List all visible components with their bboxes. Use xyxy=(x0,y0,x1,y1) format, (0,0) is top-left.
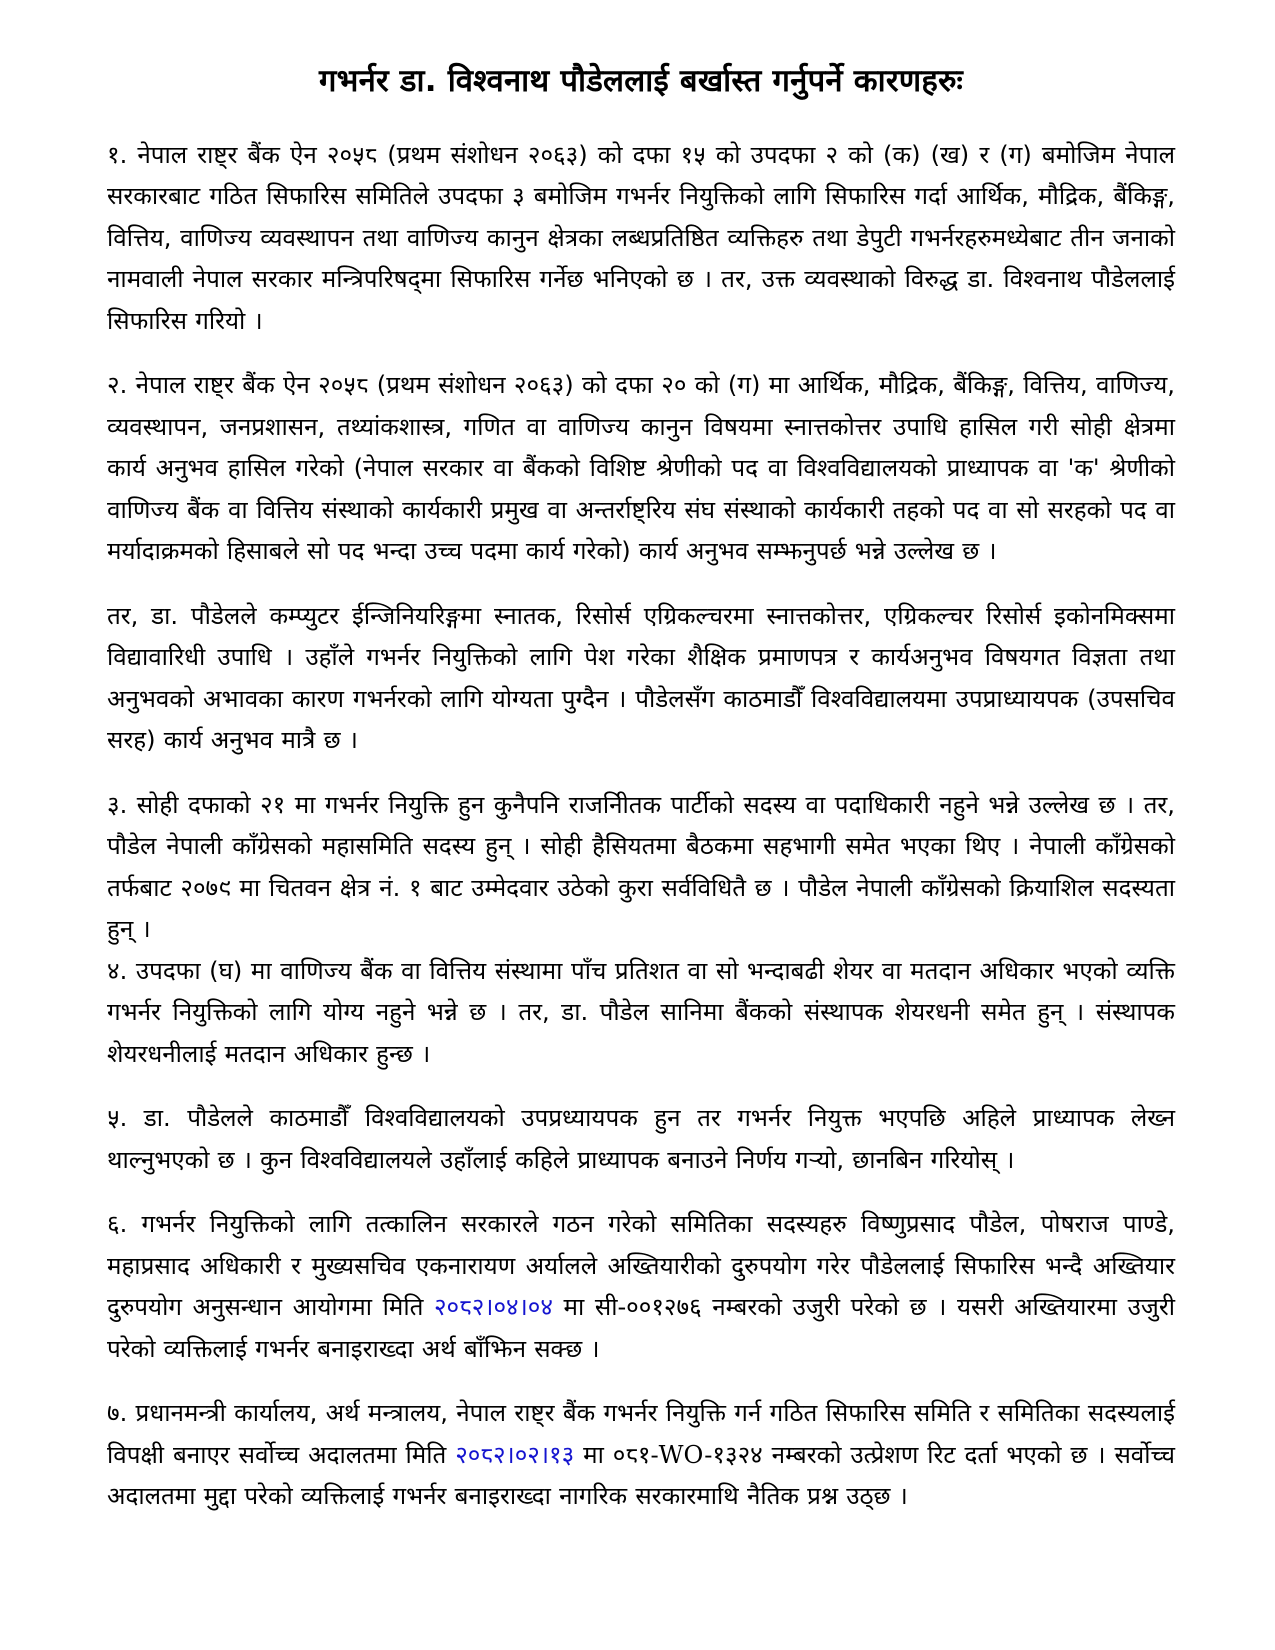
paragraph-8-text-part1: ७. प्रधानमन्त्री कार्यालय, अर्थ मन्त्रालय, नेपाल राष्ट्र बैंक गभर्नर नियुक्ति गर्न गठित सिफारिस समिति र समितिका सदस्यलाई विपक्षी बनाएर सर्वोच्च अदालतमा मिति xyxy=(107,1399,1175,1469)
page-title: गभर्नर डा. विश्वनाथ पौडेललाई बर्खास्त गर्नुपर्ने कारणहरुः xyxy=(319,63,963,99)
paragraph-8-date: २०८२।०२।१३ xyxy=(455,1440,575,1469)
paragraph-3: तर, डा. पौडेलले कम्प्युटर ईन्जिनियरिङ्गमा स्नातक, रिसोर्स एग्रिकल्चरमा स्नात्तकोत्तर, एग्रिकल्चर रिसोर्स इकोनमिक्समा विद्यावारिधी उपाधि । उहाँले गभर्नर नियुक्तिको लागि पेश गरेका शैक्षिक प्रमाणपत्र र कार्यअनुभव विषयगत विज्ञता तथा अनुभवको अभावका कारण गभर्नरको लागि योग्यता पुग्दैन । पौडेलसँग काठमाडौँ विश्वविद्यालयमा उपप्राध्यायपक (उपसचिव सरह) कार्य अनुभव मात्रै छ । xyxy=(107,601,1176,755)
paragraph-5: ४. उपदफा (घ) मा वाणिज्य बैंक वा वित्तिय संस्थामा पाँच प्रतिशत वा सो भन्दाबढी शेयर वा मतदान अधिकार भएको व्यक्ति गभर्नर नियुक्तिको लागि योग्य नहुने भन्ने छ । तर, डा. पौडेल सानिमा बैंकको संस्थापक शेयरधनी समेत हुन् । संस्थापक शेयरधनीलाई मतदान अधिकार हुन्छ । xyxy=(107,956,1175,1068)
paragraph-7-text-part1: ६. गभर्नर नियुक्तिको लागि तत्कालिन सरकारले गठन गरेको समितिका सदस्यहरु विष्णुप्रसाद पौडेल, पोषराज पाण्डे, महाप्रसाद अधिकारी र मुख्यसचिव एकनारायण अर्यालले अख्तियारीको दुरुपयोग गरेर पौडेललाई सिफारिस भन्दै अख्तियार दुरुपयोग अनुसन्धान आयोगमा मिति xyxy=(107,1210,1175,1322)
paragraph-8 xyxy=(107,1393,1175,1518)
paragraph-6: ५. डा. पौडेलले काठमाडौँ विश्वविद्यालयको उपप्रध्यायपक हुन तर गभर्नर नियुक्त भएपछि अहिले प्राध्यापक लेख्न थाल्नुभएको छ । कुन विश्वविद्यालयले उहाँलाई कहिले प्राध्यापक बनाउने निर्णय गर्‍यो, छानबिन गरियोस् । xyxy=(107,1104,1175,1174)
paragraph-2: २. नेपाल राष्ट्र बैंक ऐन २०५८ (प्रथम संशोधन २०६३) को दफा २० को (ग) मा आर्थिक, मौद्रिक, बैंकिङ्ग, वित्तिय, वाणिज्य, व्यवस्थापन, जनप्रशासन, तथ्यांकशास्त्र, गणित वा वाणिज्य कानुन विषयमा स्नात्तकोत्तर उपाधि हासिल गरी सोही क्षेत्रमा कार्य अनुभव हासिल गरेको (नेपाल सरकार वा बैंकको विशिष्ट श्रेणीको पद वा विश्वविद्यालयको प्राध्यापक वा 'क' श्रेणीको वाणिज्य बैंक वा वित्तिय संस्थाको कार्यकारी प्रमुख वा अन्तर्राष्ट्रिय संघ संस्थाको कार्यकारी तहको पद वा सो सरहको पद वा मर्यादाक्रमको हिसाबले सो पद भन्दा उच्च पदमा कार्य गरेको) कार्य अनुभव सम्झनुपर्छ भन्ने उल्लेख छ । xyxy=(107,371,1175,566)
paragraph-4: ३. सोही दफाको २१ मा गभर्नर नियुक्ति हुन कुनैपनि राजनीितक पार्टीको सदस्य वा पदाधिकारी नहुने भन्ने उल्लेख छ । तर, पौडेल नेपाली काँग्रेसको महासमिति सदस्य हुन् । सोही हैसियतमा बैठकमा सहभागी समेत भएका थिए । नेपाली काँग्रेसको तर्फबाट २०७९ मा चितवन क्षेत्र नं. १ बाट उम्मेदवार उठेको कुरा सर्वविधितै छ । पौडेल नेपाली काँग्रेसको क्रियाशिल सदस्यता हुन् । xyxy=(107,790,1175,944)
paragraph-8-case-number: ०८१-WO-१३२४ xyxy=(612,1440,763,1469)
paragraph-1: १. नेपाल राष्ट्र बैंक ऐन २०५८ (प्रथम संशोधन २०६३) को दफा १५ को उपदफा २ को (क) (ख) र (ग) बमोजिम नेपाल सरकारबाट गठित सिफारिस समितिले उपदफा ३ बमोजिम गभर्नर नियुक्तिको लागि सिफारिस गर्दा आर्थिक, मौद्रिक, बैंकिङ्ग, वित्तिय, वाणिज्य व्यवस्थापन तथा वाणिज्य कानुन क्षेत्रका लब्धप्रतिष्ठित व्यक्तिहरु तथा डेपुटी गभर्नरहरुमध्येबाट तीन जनाको नामवाली नेपाल सरकार मन्त्रिपरिषद्‌मा सिफारिस गर्नेछ भनिएको छ । तर, उक्त व्यवस्थाको विरुद्ध डा. विश्वनाथ पौडेललाई सिफारिस गरियो । xyxy=(107,140,1175,335)
paragraph-7-date: २०८२।०४।०४ xyxy=(433,1293,553,1322)
paragraph-7-text-part2: मा सी-००१२७६ नम्बरको उजुरी परेको छ । यसरी अख्तियारमा उजुरी परेको व्यक्तिलाई गभर्नर बनाइराख्दा अर्थ बाँझिन सक्छ । xyxy=(107,1293,1175,1363)
paragraph-8-text-part2: मा xyxy=(574,1440,613,1469)
paragraph-7 xyxy=(107,1204,1175,1370)
paragraph-8-text-part3: नम्बरको उत्प्रेशण रिट दर्ता भएको छ । सर्वोच्च अदालतमा मुद्दा परेको व्यक्तिलाई गभर्नर बनाइराख्दा नागरिक सरकारमाथि नैतिक प्रश्न उठ्छ । xyxy=(107,1440,1175,1511)
